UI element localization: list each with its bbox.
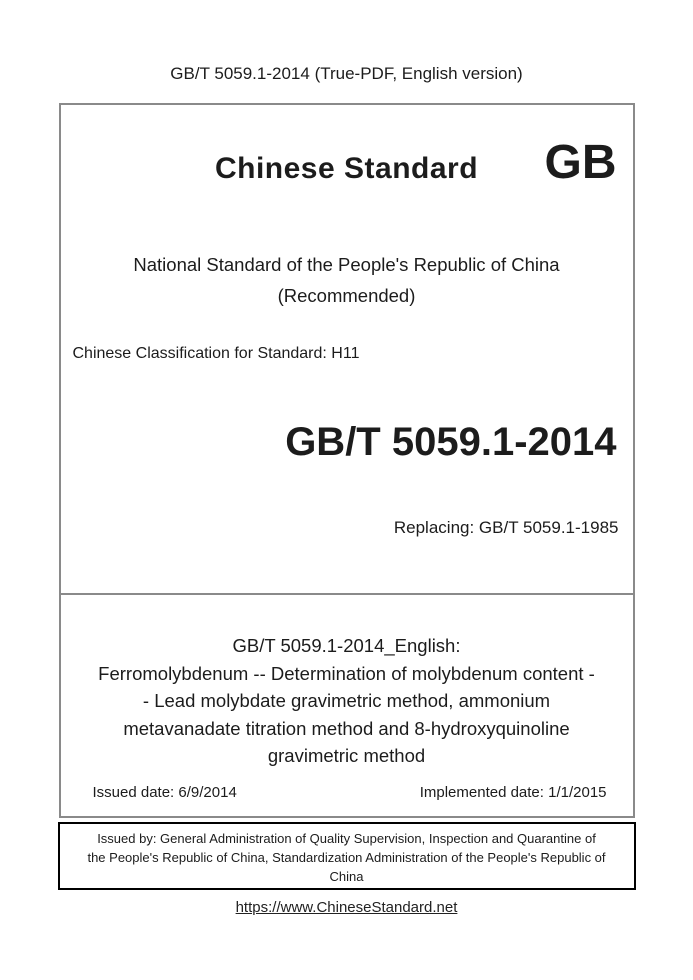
english-title-label: GB/T 5059.1-2014_English: (232, 635, 461, 656)
replacing-line: Replacing: GB/T 5059.1-1985 (393, 518, 619, 537)
brand-row (61, 136, 633, 197)
recommended-line: (Recommended) (277, 285, 416, 306)
issuer-box (58, 822, 636, 890)
website-link[interactable]: https://www.ChineseStandard.net (235, 899, 458, 916)
english-title-line: gravimetric method (267, 745, 426, 766)
english-title-line: Ferromolybdenum -- Determination of molybdenum content - (98, 662, 595, 684)
page-footer (0, 898, 693, 918)
page-header: GB/T 5059.1-2014 (True-PDF, English version) (170, 64, 523, 83)
issuer-line: the People's Republic of China, Standardization Administration of the People's Republic of (87, 850, 606, 865)
standard-number: GB/T 5059.1-2014 (285, 420, 617, 464)
dates-row (93, 783, 607, 803)
english-title-line: - Lead molybdate gravimetric method, ammonium (142, 690, 551, 711)
english-title-line: metavanadate titration method and 8-hydroxyquinoline (123, 717, 570, 739)
issuer-line: China (329, 869, 364, 884)
gb-logo: GB (544, 136, 617, 189)
issuer-line: Issued by: General Administration of Quality Supervision, Inspection and Quarantine of (97, 831, 596, 846)
cover-bottom-section (61, 593, 633, 770)
implemented-date: Implemented date: 1/1/2015 (419, 784, 607, 801)
issued-date: Issued date: 6/9/2014 (92, 784, 237, 801)
classification-line: Chinese Classification for Standard: H11 (72, 345, 360, 362)
chinese-standard-title: Chinese Standard (214, 152, 479, 185)
standard-cover-box (59, 103, 635, 818)
cover-top-section (61, 136, 633, 593)
national-standard-line: National Standard of the People's Republic of China (133, 254, 560, 275)
